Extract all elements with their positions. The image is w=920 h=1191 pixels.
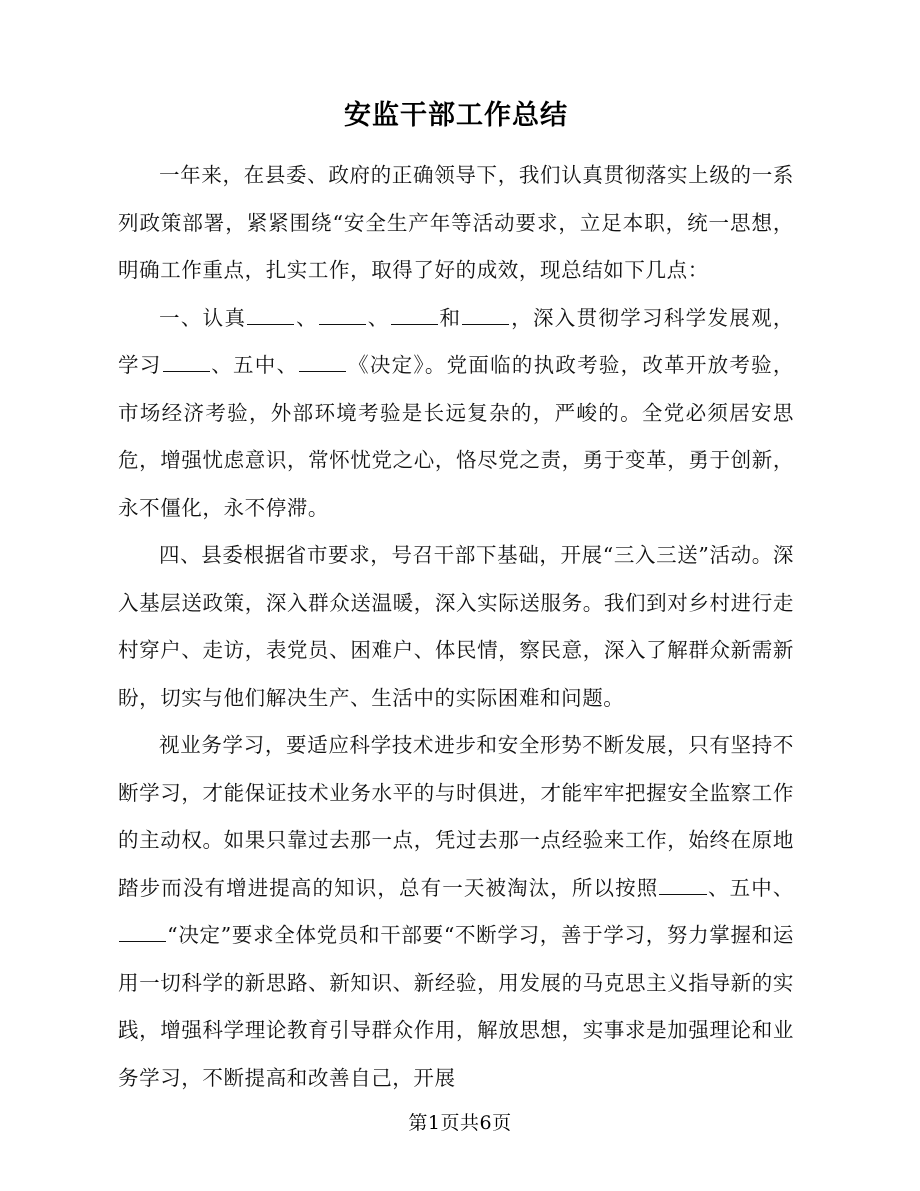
fill-in-blank <box>163 349 210 372</box>
paragraph-text: 四、县委根据省市要求，号召干部下基础，开展“三入三送”活动。深入基层送政策，深入群众送温暖，深入实际送服务。我们到对乡村进行走村穿户、走访，表党员、困难户、体民情，察民意，深入了解群众新需新盼，切实与他们解决生产、生活中的实际困难和问题。 <box>118 543 794 710</box>
fill-in-blank <box>119 919 166 942</box>
fill-in-blank <box>319 302 366 325</box>
fill-in-blank <box>659 872 706 895</box>
paragraph-text: 、 <box>295 305 318 330</box>
paragraph-text: 和 <box>438 305 462 330</box>
paragraph-text: ，深入贯彻学习科学发展观，学习 <box>118 305 794 377</box>
paragraph-text: 一年来，在县委、政府的正确领导下，我们认真贯彻落实上级的一系列政策部署，紧紧围绕“安全生产年等活动要求，立足本职，统一思想，明确工作重点，扎实工作，取得了好的成效，现总结如下几点： <box>118 163 794 282</box>
paragraph-text: “决定”要求全体党员和干部要“不断学习，善于学习，努力掌握和运用一切科学的新思路、新知识、新经验，用发展的马克思主义指导新的实践，增强科学理论教育引导群众作用，解放思想，实事求是加强理论和业务学习，不断提高和改善自己，开展 <box>118 923 794 1090</box>
fill-in-blank <box>391 302 438 325</box>
paragraph-text: 视业务学习，要适应科学技术进步和安全形势不断发展，只有坚持不断学习，才能保证技术业务水平的与时俱进，才能牢牢把握安全监察工作的主动权。如果只靠过去那一点，凭过去那一点经验来工作，始终在原地踏步而没有增进提高的知识，总有一天被淘汰，所以按照 <box>118 733 794 900</box>
fill-in-blank <box>462 302 509 325</box>
paragraph-text: 、 <box>367 305 390 330</box>
page-title: 安监干部工作总结 <box>344 100 568 131</box>
paragraph-intro <box>118 152 794 295</box>
paragraph-text: 《决定》。党面临的执政考验，改革开放考验，市场经济考验，外部环境考验是长远复杂的，严峻的。全党必须居安思危，增强忧虑意识，常怀忧党之心，恪尽党之责，勇于变革，勇于创新，永不僵化，永不停滞。 <box>118 353 795 520</box>
paragraph-item-four <box>118 532 794 722</box>
paragraph-text: 一、认真 <box>159 305 247 330</box>
page-footer: 第1页共6页 <box>408 1112 512 1134</box>
document-body <box>118 96 794 1102</box>
paragraph-study <box>118 722 794 1102</box>
paragraph-item-one <box>118 295 794 533</box>
paragraph-text: 、五中、 <box>707 875 794 900</box>
fill-in-blank <box>247 302 294 325</box>
paragraph-text: 、五中、 <box>210 353 299 377</box>
fill-in-blank <box>299 349 346 372</box>
